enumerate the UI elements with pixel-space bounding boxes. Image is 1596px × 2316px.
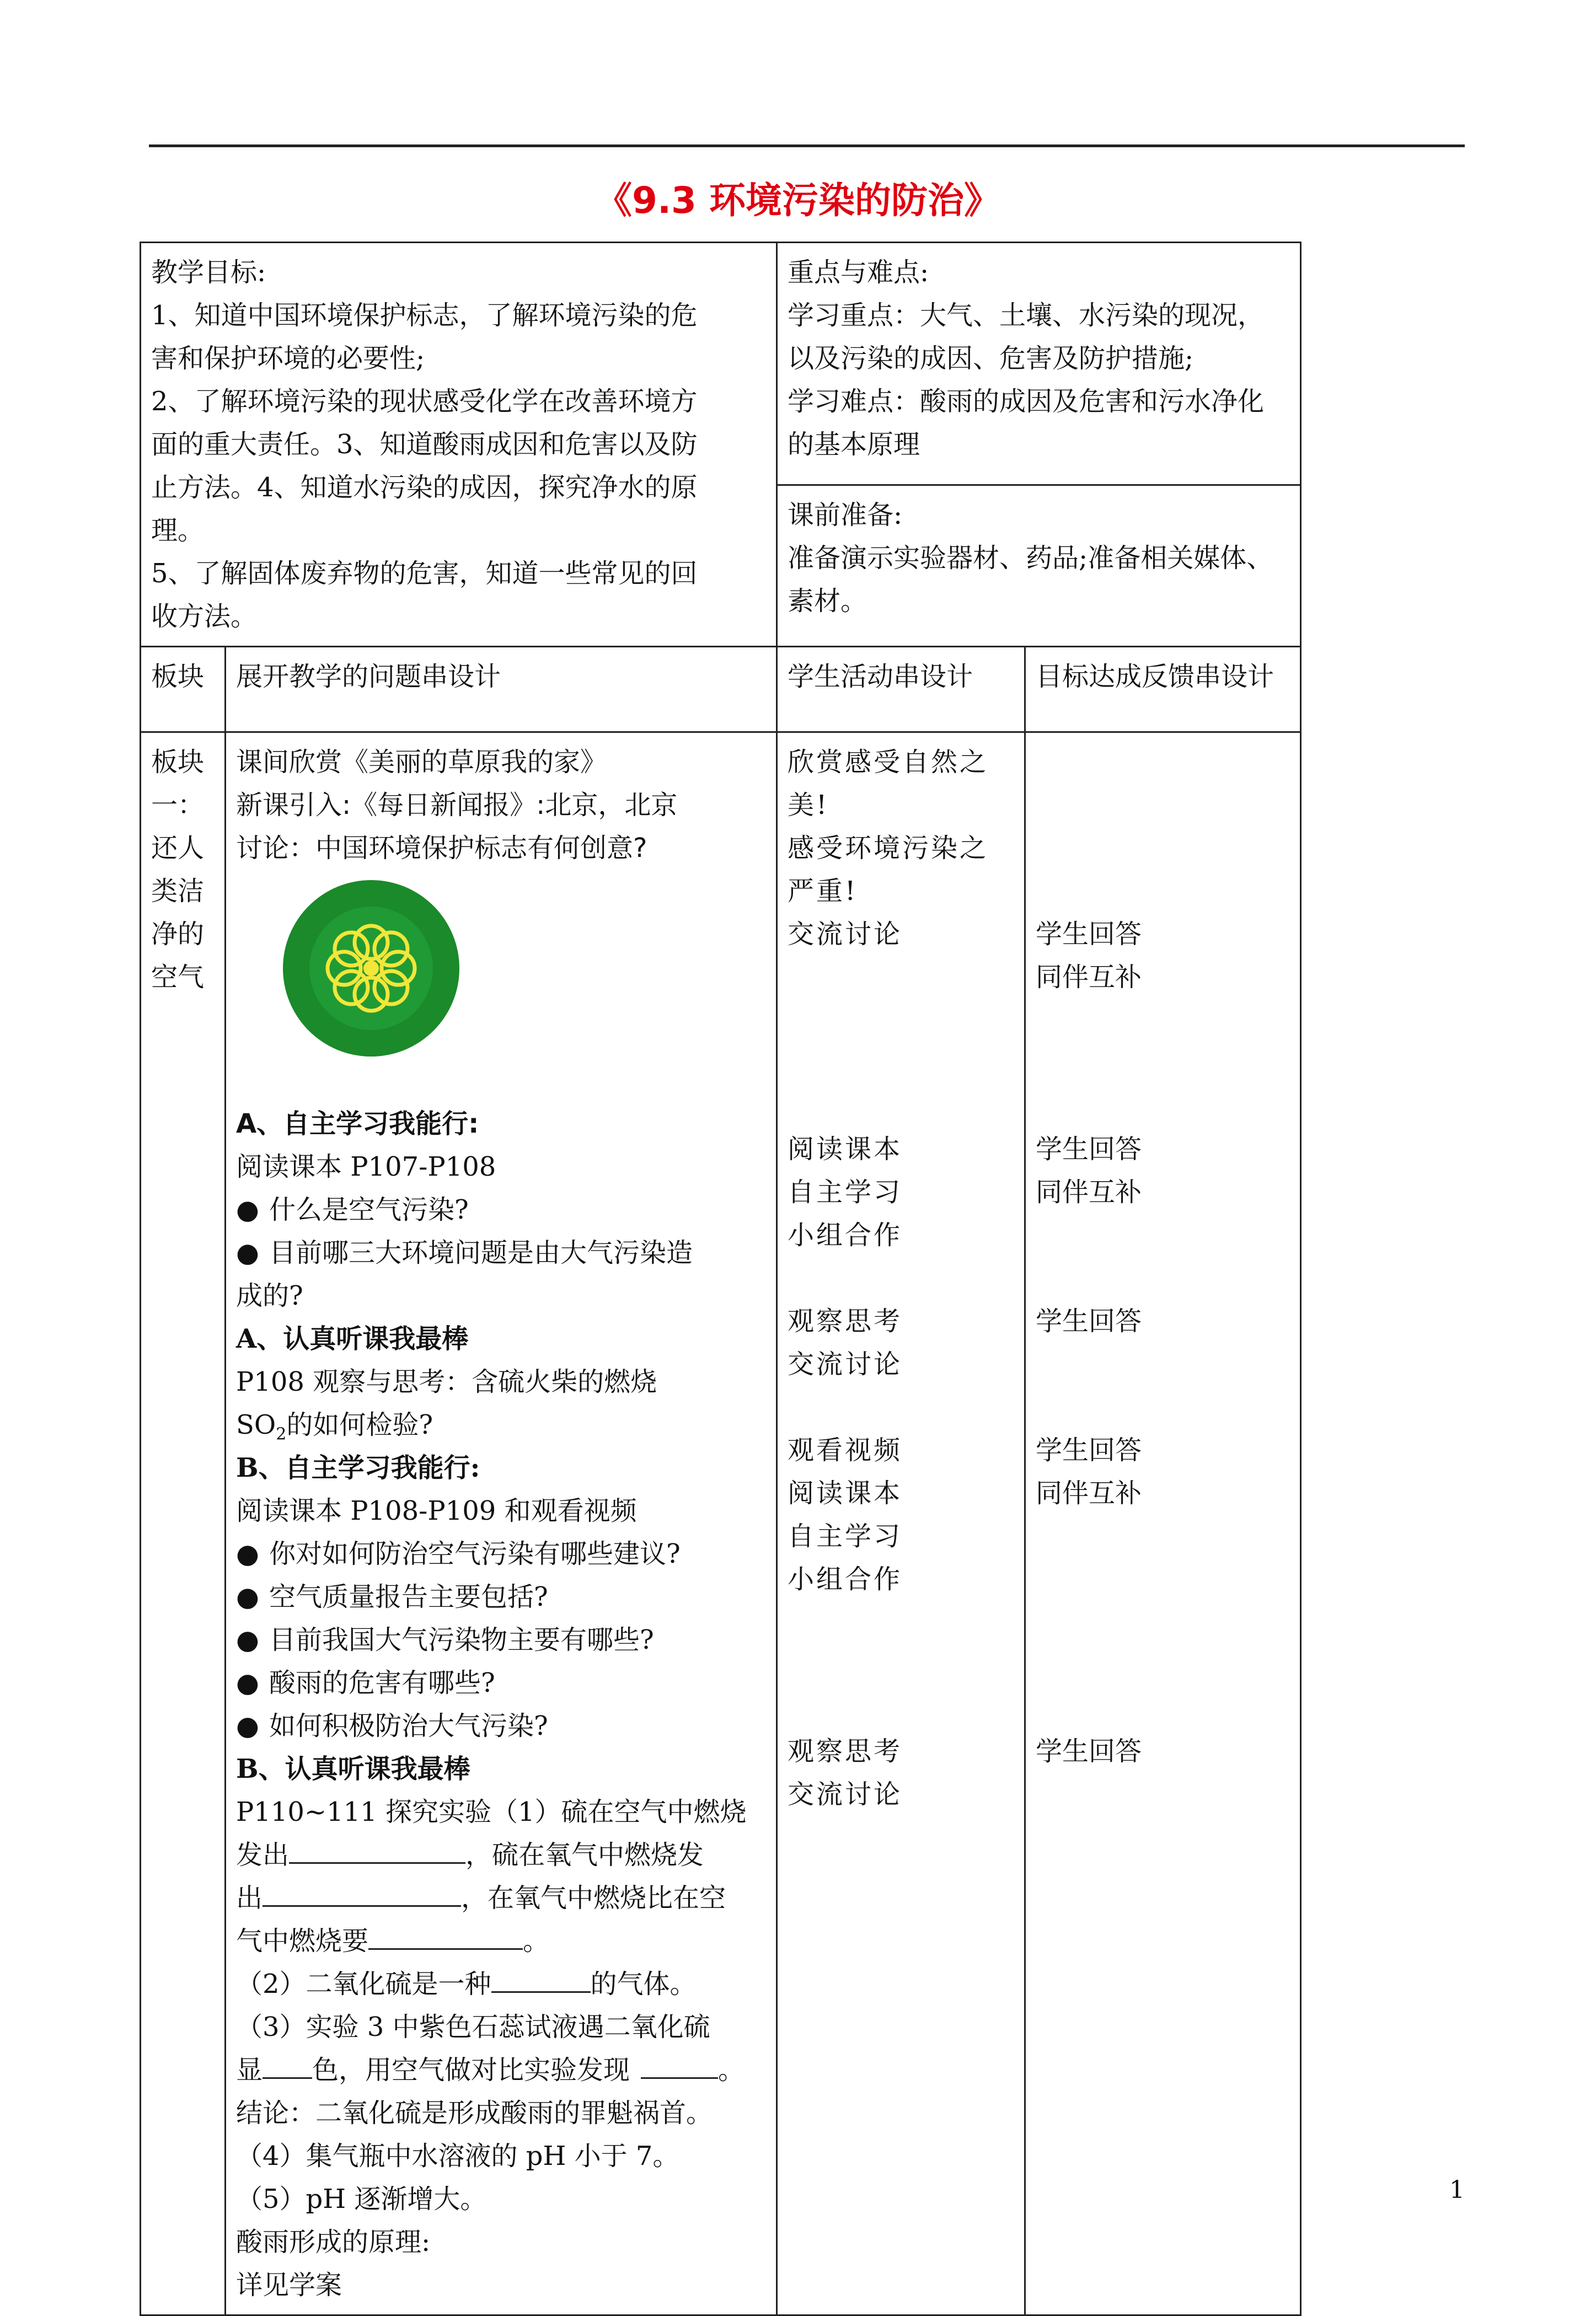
experiment-line: 出 ，在氧气中燃烧比在空	[236, 1877, 766, 1920]
reference-line: 详见学案	[236, 2270, 342, 2301]
key-points-line: 学习难点：酸雨的成因及危害和污水净化	[788, 386, 1265, 417]
section-label: 板块一：还人类洁净的空气	[151, 747, 205, 993]
activity-item: 交流讨论	[788, 1779, 903, 1810]
student-activity-cell	[777, 732, 1025, 2315]
section-heading: B、自主学习我能行:	[236, 1452, 480, 1483]
question-item-cont: 成的?	[236, 1280, 303, 1311]
section-heading: A、自主学习我能行:	[236, 1108, 479, 1139]
key-points-cell	[777, 243, 1301, 485]
activity-item: 观看视频	[788, 1435, 903, 1466]
answer-blank[interactable]	[263, 1880, 461, 1907]
key-points-line: 学习重点：大气、土壤、水污染的现况，	[788, 300, 1265, 331]
activity-item: 严重!	[788, 876, 858, 907]
goals-line: 2、了解环境污染的现状感受化学在改善环境方	[151, 386, 698, 417]
table-header-row	[141, 647, 1301, 732]
activity-item: 交流讨论	[788, 919, 903, 950]
goals-line: 理。	[151, 515, 205, 546]
feedback-item: 学生回答	[1036, 1134, 1142, 1165]
section-label-cell	[141, 732, 226, 2315]
section-heading: B、认真听课我最棒	[236, 1754, 470, 1784]
intro-line: 讨论：中国环境保护标志有何创意?	[236, 833, 647, 864]
answer-blank[interactable]	[263, 2052, 312, 2079]
feedback-item: 学生回答	[1036, 1306, 1142, 1337]
read-line: 阅读课本 P107-P108	[236, 1151, 496, 1182]
activity-item: 阅读课本	[788, 1134, 903, 1165]
key-points-line: 的基本原理	[788, 429, 920, 460]
table-row	[141, 732, 1301, 2315]
experiment-line: 气中燃烧要 。	[236, 1920, 766, 1963]
intro-line: 课间欣赏《美丽的草原我的家》	[236, 747, 607, 778]
header-rule	[149, 144, 1465, 147]
goals-line: 5、了解固体废弃物的危害，知道一些常见的回	[151, 558, 698, 589]
goals-line: 1、知道中国环境保护标志，了解环境污染的危	[151, 300, 698, 331]
answer-blank[interactable]	[641, 2052, 718, 2079]
question-design-cell	[226, 732, 777, 2315]
prep-heading: 课前准备:	[788, 499, 903, 530]
goals-line: 止方法。4、知道水污染的成因，探究净水的原	[151, 472, 698, 503]
prep-line: 准备演示实验器材、药品;准备相关媒体、	[788, 542, 1273, 573]
feedback-item: 同伴互补	[1036, 1478, 1142, 1509]
key-points-line: 以及污染的成因、危害及防护措施;	[788, 343, 1194, 374]
experiment-line: （2）二氧化硫是一种 的气体。	[236, 1963, 766, 2006]
intro-line: 新课引入:《每日新闻报》:北京，北京	[236, 790, 678, 821]
prep-line: 素材。	[788, 585, 867, 616]
table-row	[141, 243, 1301, 485]
goals-line: 面的重大责任。3、知道酸雨成因和危害以及防	[151, 429, 698, 460]
experiment-line: 显 色，用空气做对比实验发现 。	[236, 2049, 766, 2092]
goals-line: 收方法。	[151, 601, 258, 632]
activity-item: 自主学习	[788, 1521, 903, 1552]
experiment-line: （4）集气瓶中水溶液的 pH 小于 7。	[236, 2141, 679, 2172]
answer-blank[interactable]	[289, 1837, 465, 1864]
activity-item: 美!	[788, 790, 829, 821]
observe-line: P108 观察与思考：含硫火柴的燃烧	[236, 1366, 657, 1397]
question-item: ● 酸雨的危害有哪些?	[236, 1668, 495, 1698]
feedback-item: 学生回答	[1036, 1736, 1142, 1767]
so2-line: $SO_2$的如何检验?	[236, 1409, 433, 1444]
activity-item: 欣赏感受自然之	[788, 747, 989, 778]
principle-line: 酸雨形成的原理:	[236, 2227, 431, 2258]
question-item: ● 目前我国大气污染物主要有哪些?	[236, 1625, 654, 1655]
experiment-line: （3）实验 3 中紫色石蕊试液遇二氧化硫	[236, 2012, 710, 2042]
question-item: ● 目前哪三大环境问题是由大气污染造	[236, 1237, 693, 1268]
goals-heading: 教学目标:	[151, 257, 266, 288]
goals-line: 害和保护环境的必要性;	[151, 343, 425, 374]
header-questions: 展开教学的问题串设计	[226, 647, 777, 732]
conclusion-line: 结论：二氧化硫是形成酸雨的罪魁祸首。	[236, 2098, 713, 2129]
activity-item: 自主学习	[788, 1177, 903, 1208]
activity-item: 观察思考	[788, 1306, 903, 1337]
feedback-item: 学生回答	[1036, 1435, 1142, 1466]
read-line: 阅读课本 P108-P109 和观看视频	[236, 1495, 637, 1526]
activity-item: 感受环境污染之	[788, 833, 989, 864]
feedback-item: 学生回答	[1036, 919, 1142, 950]
header-section: 板块	[141, 647, 226, 732]
feedback-item: 同伴互补	[1036, 962, 1142, 993]
header-activities: 学生活动串设计	[777, 647, 1025, 732]
activity-item: 小组合作	[788, 1564, 903, 1595]
experiment-line: （5）pH 逐渐增大。	[236, 2184, 487, 2215]
key-points-heading: 重点与难点:	[788, 257, 929, 288]
header-feedback: 目标达成反馈串设计	[1025, 647, 1301, 732]
activity-item: 观察思考	[788, 1736, 903, 1767]
preparation-cell	[777, 485, 1301, 646]
question-item: ● 如何积极防治大气污染?	[236, 1711, 548, 1741]
question-item: ● 什么是空气污染?	[236, 1194, 469, 1225]
teaching-goals-cell	[141, 243, 777, 647]
question-item: ● 你对如何防治空气污染有哪些建议?	[236, 1538, 681, 1569]
activity-item: 交流讨论	[788, 1349, 903, 1380]
answer-blank[interactable]	[368, 1923, 523, 1950]
answer-blank[interactable]	[491, 1966, 591, 1993]
experiment-line: 发出 ，硫在氧气中燃烧发	[236, 1833, 766, 1877]
experiment-line: P110~111 探究实验（1）硫在空气中燃烧	[236, 1797, 747, 1827]
page-number: 1	[1449, 2176, 1465, 2204]
activity-item: 阅读课本	[788, 1478, 903, 1509]
feedback-item: 同伴互补	[1036, 1177, 1142, 1208]
activity-item: 小组合作	[788, 1220, 903, 1251]
china-environmental-label-logo	[280, 877, 462, 1059]
page-title: 《9.3 环境污染的防治》	[596, 179, 1000, 222]
question-item: ● 空气质量报告主要包括?	[236, 1581, 548, 1612]
lesson-plan-table	[140, 242, 1302, 2316]
feedback-cell	[1025, 732, 1301, 2315]
section-heading: A、认真听课我最棒	[236, 1323, 469, 1354]
